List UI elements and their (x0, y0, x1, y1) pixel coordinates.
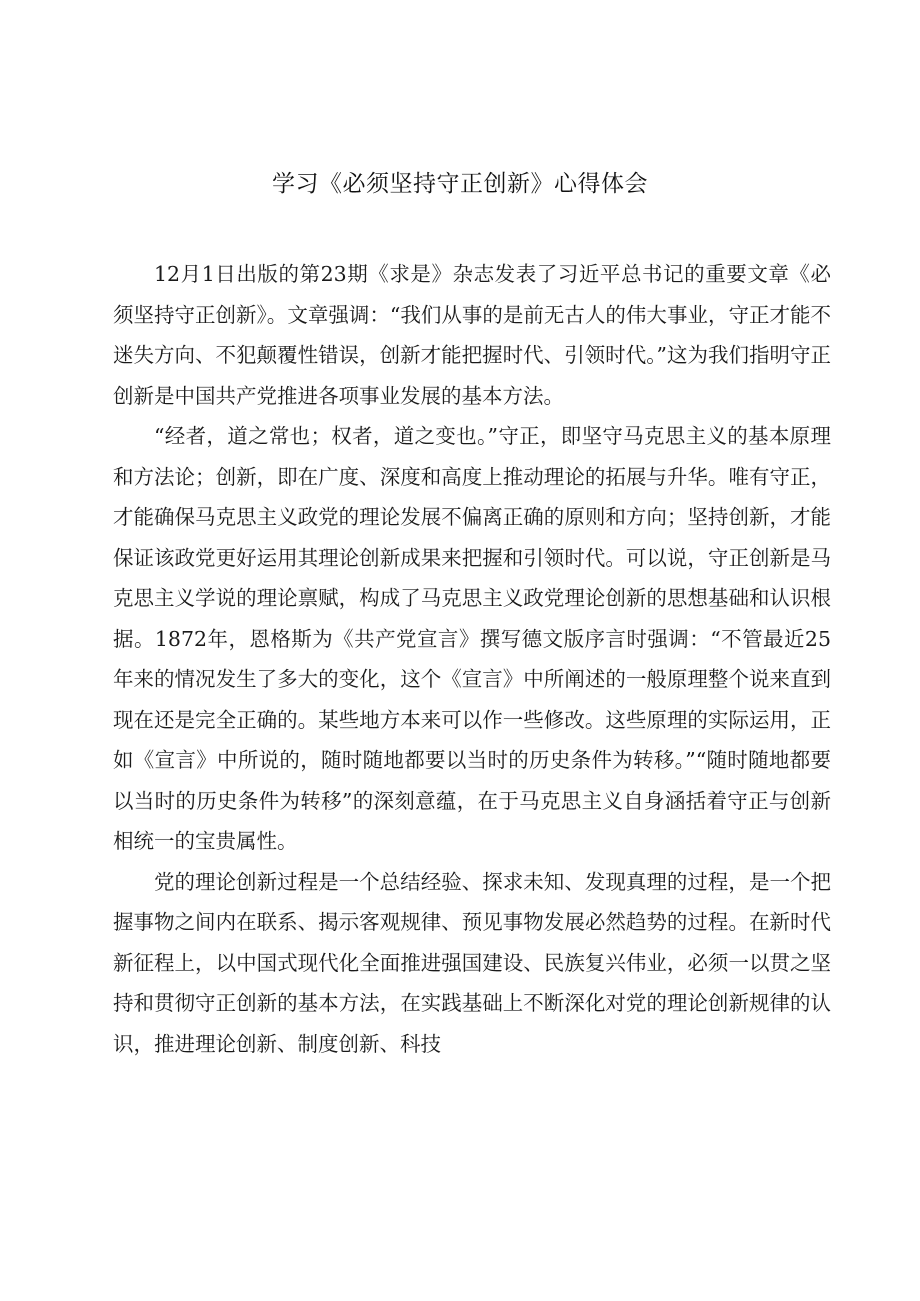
paragraph: “经者，道之常也；权者，道之变也。”守正，即坚守马克思主义的基本原理和方法论；创新，即在广度、深度和高度上推动理论的拓展与升华。唯有守正，才能确保马克思主义政党的理论发展不偏离正确的原则和方向；坚持创新，才能保证该政党更好运用其理论创新成果来把握和引领时代。可以说，守正创新是马克思主义学说的理论禀赋，构成了马克思主义政党理论创新的思想基础和认识根据。1872年，恩格斯为《共产党宣言》撰写德文版序言时强调：“不管最近25年来的情况发生了多大的变化，这个《宣言》中所阐述的一般原理整个说来直到现在还是完全正确的。某些地方本来可以作一些修改。这些原理的实际运用，正如《宣言》中所说的，随时随地都要以当时的历史条件为转移。”“随时随地都要以当时的历史条件为转移”的深刻意蕴，在于马克思主义自身涵括着守正与创新相统一的宝贵属性。 (113, 424, 831, 853)
document-body (113, 254, 831, 1064)
paragraph: 党的理论创新过程是一个总结经验、探求未知、发现真理的过程，是一个把握事物之间内在联系、揭示客观规律、预见事物发展必然趋势的过程。在新时代新征程上，以中国式现代化全面推进强国建设、民族复兴伟业，必须一以贯之坚持和贯彻守正创新的基本方法，在实践基础上不断深化对党的理论创新规律的认识，推进理论创新、制度创新、科技 (113, 869, 831, 1056)
paragraph: 12月1日出版的第23期《求是》杂志发表了习近平总书记的重要文章《必须坚持守正创新》。文章强调：“我们从事的是前无古人的伟大事业，守正才能不迷失方向、不犯颠覆性错误，创新才能把握时代、引领时代。”这为我们指明守正创新是中国共产党推进各项事业发展的基本方法。 (113, 262, 831, 408)
document-title: 学习《必须坚持守正创新》心得体会 (272, 171, 648, 197)
